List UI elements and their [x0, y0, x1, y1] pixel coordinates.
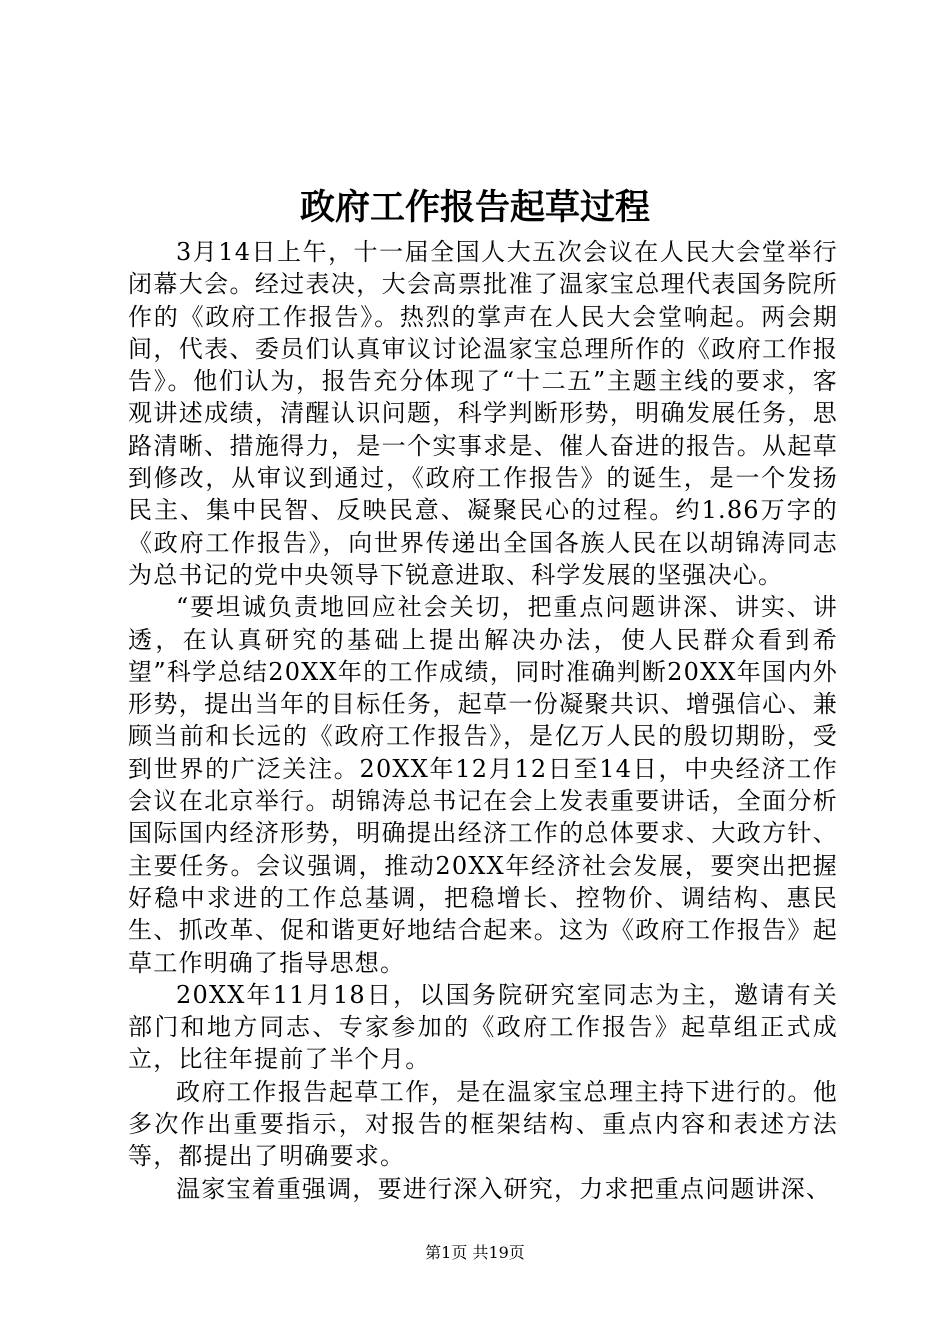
paragraph-1: 3月14日上午，十一届全国人大五次会议在人民大会堂举行闭幕大会。经过表决，大会高票批准了温家宝总理代表国务院所作的《政府工作报告》。热烈的掌声在人民大会堂响起。两会期间，代表、委员们认真审议讨论温家宝总理所作的《政府工作报告》。他们认为，报告充分体现了“十二五”主题主线的要求，客观讲述成绩，清醒认识问题，科学判断形势，明确发展任务，思路清晰、措施得力，是一个实事求是、催人奋进的报告。从起草到修改，从审议到通过，《政府工作报告》的诞生，是一个发扬民主、集中民智、反映民意、凝聚民心的过程。约1.86万字的《政府工作报告》，向世界传递出全国各族人民在以胡锦涛同志为总书记的党中央领导下锐意进取、科学发展的坚强决心。	[128, 238, 838, 589]
document-body	[128, 236, 838, 1205]
paragraph-2: “要坦诚负责地回应社会关切，把重点问题讲深、讲实、讲透，在认真研究的基础上提出解决办法，使人民群众看到希望”科学总结20XX年的工作成绩，同时准确判断20XX年国内外形势，提出当年的目标任务，起草一份凝聚共识、增强信心、兼顾当前和长远的《政府工作报告》，是亿万人民的殷切期盼，受到世界的广泛关注。20XX年12月12日至14日，中央经济工作会议在北京举行。胡锦涛总书记在会上发表重要讲话，全面分析国际国内经济形势，明确提出经济工作的总体要求、大政方针、主要任务。会议强调，推动20XX年经济社会发展，要突出把握好稳中求进的工作总基调，把稳增长、控物价、调结构、惠民生、抓改革、促和谐更好地结合起来。这为《政府工作报告》起草工作明确了指导思想。	[128, 593, 838, 977]
paragraph-4: 政府工作报告起草工作，是在温家宝总理主持下进行的。他多次作出重要指示，对报告的框架结构、重点内容和表述方法等，都提出了明确要求。	[128, 1077, 838, 1171]
paragraph-3: 20XX年11月18日，以国务院研究室同志为主，邀请有关部门和地方同志、专家参加的《政府工作报告》起草组正式成立，比往年提前了半个月。	[128, 980, 838, 1074]
document-title: 政府工作报告起草过程	[299, 187, 650, 228]
page-indicator: 第1页 共19页	[425, 1243, 525, 1262]
paragraph-5: 温家宝着重强调，要进行深入研究，力求把重点问题讲深、	[176, 1174, 832, 1203]
